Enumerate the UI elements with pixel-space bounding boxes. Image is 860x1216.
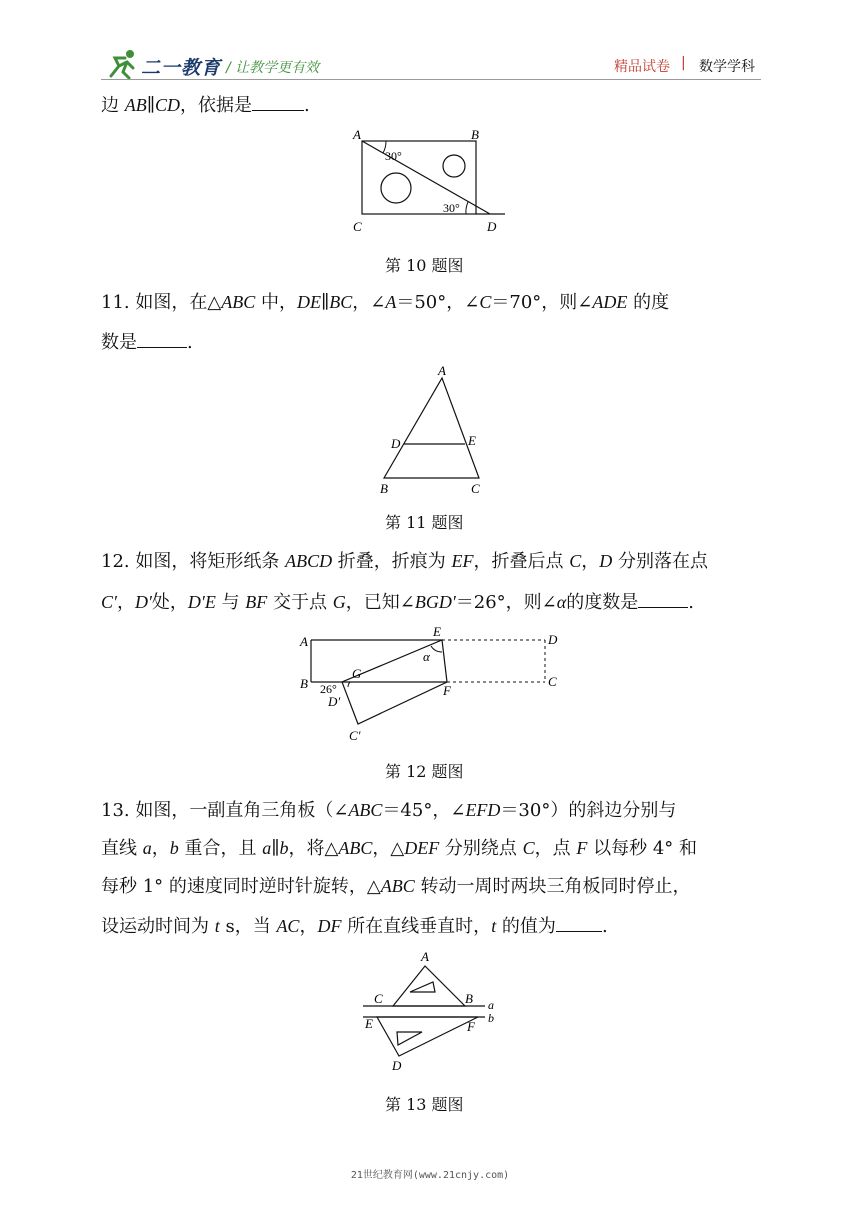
header-right-text: 精品试卷 [614,59,670,75]
label-A: A [421,949,429,964]
answer-blank [556,913,602,932]
q10-caption: 第 10 题图 [385,256,464,275]
q10-figure [340,124,520,239]
q12-caption: 第 12 题图 [385,762,464,781]
q11-caption: 第 11 题图 [385,513,464,532]
angle-label-bottom: 30° [443,201,460,215]
q11-figure [370,360,490,500]
q13-text-line4: 设运动时间为 t s，当 AC，DF 所在直线垂直时，t 的值为 . [101,908,771,945]
q10-text-line1: 边 AB∥CD，依据是 . [101,87,771,124]
label-alpha: α [423,649,430,664]
logo-runner-icon [103,48,143,80]
label-C: C [374,991,383,1006]
answer-blank [638,589,688,608]
answer-blank [137,329,187,348]
q11-text-line2: 数是 . [101,325,771,361]
q12-text-line1: 12. 如图，将矩形纸条 ABCD 折叠，折痕为 EF，折叠后点 C，D 分别落在点 [101,551,709,572]
q11-text-line1: 11. 如图，在△ABC 中，DE∥BC，∠A＝50°，∠C＝70°，则∠ADE 的度 [101,292,670,313]
label-D: D [391,436,401,451]
q13-figure [355,948,505,1078]
subject-label: 数学学科 [699,59,755,75]
label-G: G [352,666,362,681]
q13-caption: 第 13 题图 [385,1095,464,1114]
q13-text-line3: 每秒 1° 的速度同时逆时针旋转，△ABC 转动一周时两块三角板同时停止， [101,876,691,897]
label-line-a: a [488,998,494,1012]
label-B: B [300,676,308,691]
label-C: C [353,219,362,234]
logo-text: 二一教育 [141,57,222,79]
label-D: D [548,632,558,647]
angle-label-top: 30° [385,149,402,163]
header-divider [101,79,761,80]
q13-text-line2: 直线 a，b 重合，且 a∥b，将△ABC，△DEF 分别绕点 C，点 F 以每秒 4° 和 [101,838,698,859]
slogan: / 让教学更有效 [226,60,320,76]
label-line-b: b [488,1011,494,1025]
angle-label-26: 26° [320,682,337,696]
header-separator: | [681,55,686,71]
footer-text: 21世纪教育网(www.21cnjy.com) [350,1170,510,1181]
label-D: D [392,1058,402,1073]
label-Cprime: C′ [349,728,361,743]
label-F: F [467,1019,475,1034]
q13-text-line1: 13. 如图，一副直角三角板（∠ABC＝45°，∠EFD＝30°）的斜边分别与 [101,800,677,821]
label-E: E [468,433,476,448]
label-A: A [353,127,361,142]
q12-figure [292,624,568,748]
label-B: B [380,481,388,496]
label-D: D [487,219,497,234]
label-B: B [465,991,473,1006]
label-C: C [471,481,480,496]
label-A: A [300,634,308,649]
label-B: B [471,127,479,142]
q12-text-line2: C′，D′处，D′E 与 BF 交于点 G，已知∠BGD′＝26°，则∠α的度数是 . [101,584,771,621]
label-F: F [443,683,451,698]
answer-blank [252,92,304,111]
label-C: C [548,674,557,689]
label-Dprime: D′ [328,694,341,709]
label-A: A [438,363,446,378]
label-E: E [365,1016,373,1031]
label-E: E [433,624,441,639]
